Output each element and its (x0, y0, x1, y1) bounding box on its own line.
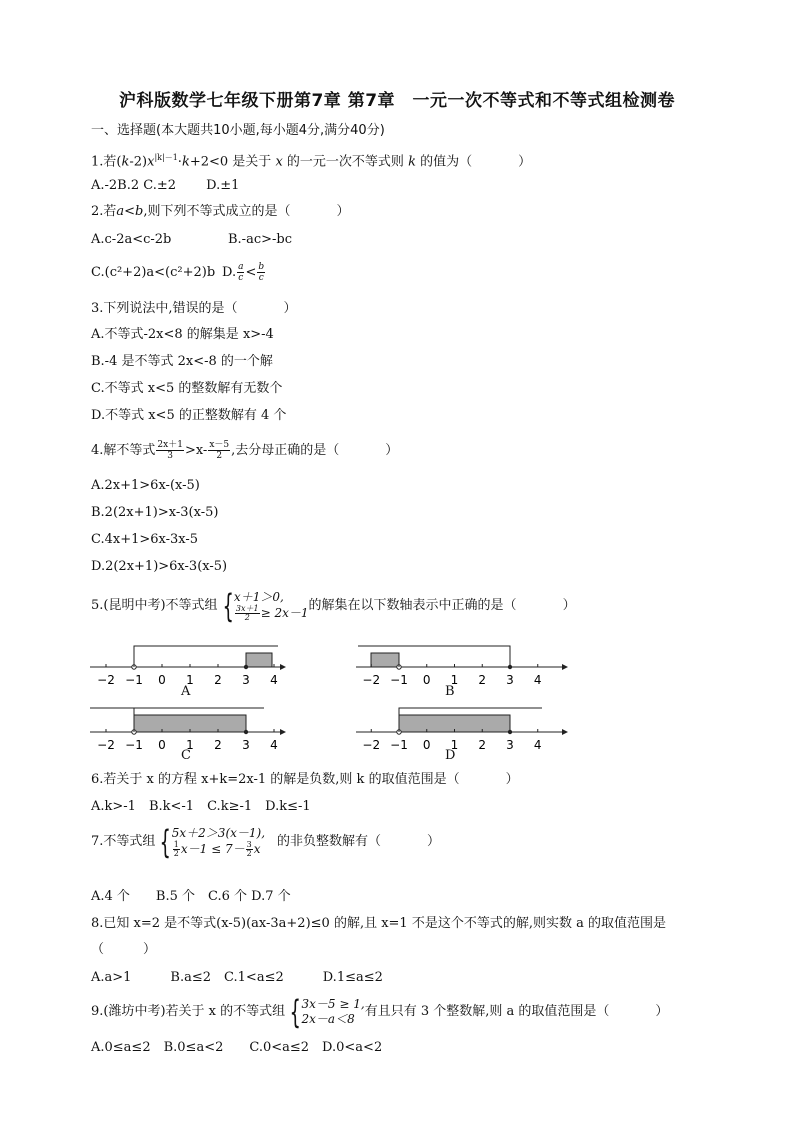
number-line-b (352, 638, 572, 708)
question-3-option-c: C.不等式 x<5 的整数解有无数个 (91, 381, 283, 396)
question-3-option-d: D.不等式 x<5 的正整数解有 4 个 (91, 408, 287, 423)
number-line-label-a: A (181, 684, 191, 699)
tick-label: 0 (422, 673, 431, 687)
question-9-options: A.0≤a≤2 B.0≤a<2 C.0<a≤2 D.0<a<2 (91, 1040, 383, 1055)
question-4-option-d: D.2(2x+1)>6x-3(x-5) (91, 559, 228, 574)
question-5-stem: 5.(昆明中考)不等式组 { x＋1＞0, $\frac{3x+1}{2}$ ≥ 2x－1 的解集在以下数轴表示中正确的是（ ） (91, 587, 576, 625)
tick-label: 0 (158, 738, 166, 752)
tick-label: −2 (97, 738, 115, 752)
question-3-option-b: B.-4 是不等式 2x<-8 的一个解 (91, 354, 273, 369)
question-4-option-b: B.2(2x+1)>x-3(x-5) (91, 505, 219, 520)
question-6-stem: 6.若关于 x 的方程 x+k=2x-1 的解是负数,则 k 的取值范围是（ ） (91, 772, 519, 787)
tick-label: 2 (214, 673, 222, 687)
question-1-stem: 1.若$(k-2)x^{|k|-1}\cdot k+2<0$ 是关于 x 的一元一次不等式则 k 的值为（ ） (91, 153, 532, 170)
tick-label: 4 (533, 673, 542, 687)
tick-label: 1 (450, 673, 459, 687)
tick-label: 3 (242, 673, 250, 687)
question-7-stem: 7.不等式组 { 5x＋2＞3(x－1), $\frac{1}{2}$ x－1 ≤ 7－ $\frac{3}{2}$ x 的非负整数解有（ ） (91, 823, 441, 861)
tick-label: −1 (125, 673, 143, 687)
tick-label: 0 (422, 738, 431, 752)
question-9-stem: 9.(潍坊中考)若关于 x 的不等式组 { 3x－5 ≥ 1, 2x－a＜8 有且只有 3 个整数解,则 a 的取值范围是（ ） (91, 993, 669, 1031)
question-7-options: A.4 个 B.5 个 C.6 个 D.7 个 (91, 889, 291, 904)
tick-label: 3 (242, 738, 250, 752)
tick-label: 0 (158, 673, 166, 687)
tick-label: 2 (478, 673, 487, 687)
tick-label: 3 (506, 673, 514, 687)
question-3-option-a: A.不等式-2x<8 的解集是 x>-4 (91, 327, 274, 342)
number-line-d (352, 703, 572, 773)
section-heading: 一、选择题(本大题共10小题,每小题4分,满分40分) (91, 123, 385, 138)
tick-label: 4 (270, 738, 278, 752)
tick-label: −1 (390, 673, 408, 687)
question-3-stem: 3.下列说法中,错误的是（ ） (91, 301, 297, 316)
question-4-option-c: C.4x+1>6x-3x-5 (91, 532, 199, 547)
number-line-label-d: D (445, 748, 456, 763)
question-2-option-a: A.c-2a<c-2b (91, 232, 172, 247)
tick-label: −1 (125, 738, 143, 752)
question-4-stem: 4.解不等式 $\frac{2x+1}{3}$ >x- $\frac{x-5}{2}$ ,去分母正确的是（ ） (91, 440, 399, 461)
question-6-options: A.k>-1 B.k<-1 C.k≥-1 D.k≤-1 (91, 799, 311, 814)
page-title: 沪科版数学七年级下册第7章 第7章 一元一次不等式和不等式组检测卷 (118, 91, 676, 111)
tick-label: −2 (97, 673, 115, 687)
question-8-stem: 8.已知 x=2 是不等式(x-5)(ax-3a+2)≤0 的解,且 x=1 不是这个不等式的解,则实数 a 的取值范围是 (91, 916, 666, 931)
question-2-option-c: C.(c²+2)a<(c²+2)b (91, 265, 216, 280)
tick-label: −1 (390, 738, 408, 752)
question-8-paren: （ ） (91, 942, 157, 957)
tick-label: −2 (362, 673, 381, 687)
tick-label: 1 (450, 738, 459, 752)
number-line-label-b: B (445, 684, 455, 699)
question-8-options: A.a>1 B.a≤2 C.1<a≤2 D.1≤a≤2 (91, 970, 383, 985)
tick-label: 4 (533, 738, 542, 752)
number-line-label-c: C (181, 748, 191, 763)
question-1-options: A.-2B.2 C.±2 D.±1 (91, 178, 240, 193)
tick-label: 1 (186, 673, 194, 687)
tick-label: −2 (362, 738, 381, 752)
question-2-stem: 2.若a<b,则下列不等式成立的是（ ） (91, 204, 350, 219)
question-2-option-d: D. $\frac{a}{c}$ < $\frac{b}{c}$ (222, 262, 265, 283)
tick-label: 2 (214, 738, 222, 752)
tick-label: 2 (478, 738, 487, 752)
tick-label: 1 (186, 738, 194, 752)
question-2-option-b: B.-ac>-bc (228, 232, 292, 247)
tick-label: 4 (270, 673, 278, 687)
question-4-option-a: A.2x+1>6x-(x-5) (91, 478, 200, 493)
tick-label: 3 (506, 738, 514, 752)
